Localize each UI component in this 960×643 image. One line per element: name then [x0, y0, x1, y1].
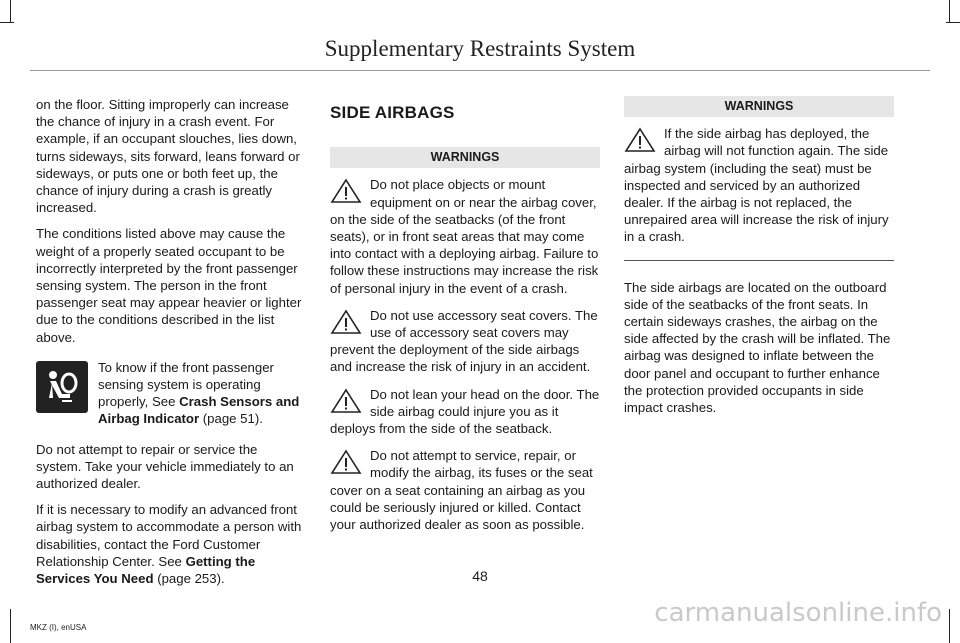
- page-number: 48: [472, 568, 488, 584]
- warning-text: Do not place objects or mount equipment on or near the airbag cover, on the side of the seatbacks (of the front seats), or in front seat areas that may come into contact with a deploying airbag. Failure to follow these instructions may increase the risk of personal injury in the event of a crash.: [330, 177, 599, 296]
- section-heading: SIDE AIRBAGS: [330, 103, 455, 122]
- paragraph-text: To know if the front passenger sensing system is operating properly, See: [98, 359, 274, 410]
- warning-text: Do not attempt to service, repair, or modify the airbag, its fuses or the seat cover on a seat containing an airbag as you could be seriously injured or killed. Contact your authorized dealer as soon as possible.: [330, 448, 593, 533]
- page-title: Supplementary Restraints System: [324, 36, 636, 61]
- paragraph-with-icon: [36, 359, 306, 428]
- watermark: carmanualsonline.info: [654, 598, 942, 628]
- warning-triangle-icon: [330, 309, 362, 335]
- crop-mark: [10, 0, 11, 22]
- warning-item: [330, 176, 600, 296]
- warning-triangle-icon: [330, 449, 362, 475]
- page-ref: (page 51).: [199, 411, 263, 427]
- crop-mark: [949, 609, 950, 643]
- document-code: MKZ (I), enUSA: [30, 623, 87, 632]
- warning-item: [624, 125, 894, 245]
- page-ref: (page 253).: [153, 571, 225, 587]
- warning-item: [330, 307, 600, 376]
- paragraph: The conditions listed above may cause the weight of a properly seated occupant to be incorrectly interpreted by the front passenger sensing system. The person in the front passenger seat may appear heavier or lighter due to the conditions described in the list above.: [36, 226, 302, 345]
- airbag-indicator-icon: [36, 361, 88, 413]
- crop-mark: [0, 22, 14, 23]
- warnings-header: WARNINGS: [330, 147, 600, 168]
- crash-sensors-link[interactable]: Crash Sensors and Airbag Indicator: [98, 394, 300, 427]
- paragraph-text: If it is necessary to modify an advanced front airbag system to accommodate a person with disabilities, contact the Ford Customer Relationship Center. See: [36, 502, 302, 569]
- services-link[interactable]: Getting the Services You Need: [36, 553, 256, 587]
- column-left: [36, 96, 306, 596]
- header-divider: [30, 70, 930, 71]
- paragraph: on the floor. Sitting improperly can increase the chance of injury in a crash event. For example, if an occupant slouches, lies down, turns sideways, sits forward, leans forward or sideways, or puts one or both feet up, the chance of injury during a crash is greatly increased.: [36, 97, 300, 216]
- crop-mark: [946, 22, 960, 23]
- warning-text: Do not lean your head on the door. The side airbag could injure you as it deploys from the side of the seatback.: [330, 386, 600, 437]
- paragraph: Do not attempt to repair or service the system. Take your vehicle immediately to an authorized dealer.: [36, 441, 294, 492]
- column-right: [624, 96, 894, 425]
- warning-triangle-icon: [624, 127, 656, 153]
- section-divider: [624, 260, 894, 261]
- warning-triangle-icon: [330, 388, 362, 414]
- crop-mark: [10, 609, 11, 643]
- warning-triangle-icon: [330, 178, 362, 204]
- warning-text: Do not use accessory seat covers. The use of accessory seat covers may prevent the deployment of the side airbags and increase the risk of injury in an accident.: [330, 307, 598, 375]
- paragraph: The side airbags are located on the outboard side of the seatbacks of the front seats. In certain sideways crashes, the airbag on the side affected by the crash will be inflated. The airbag was designed to inflate between the door panel and occupant to further enhance the protection provided occupants in side impact crashes.: [624, 279, 891, 416]
- column-middle: [330, 96, 600, 543]
- warning-item: [330, 447, 600, 533]
- warning-text: If the side airbag has deployed, the airbag will not function again. The side airbag system (including the seat) must be inspected and serviced by an authorized dealer. If the airbag is not replaced, the unrepaired area will increase the risk of injury in a crash.: [624, 126, 889, 245]
- warning-item: [330, 386, 600, 438]
- warnings-header: WARNINGS: [624, 96, 894, 117]
- crop-mark: [949, 0, 950, 22]
